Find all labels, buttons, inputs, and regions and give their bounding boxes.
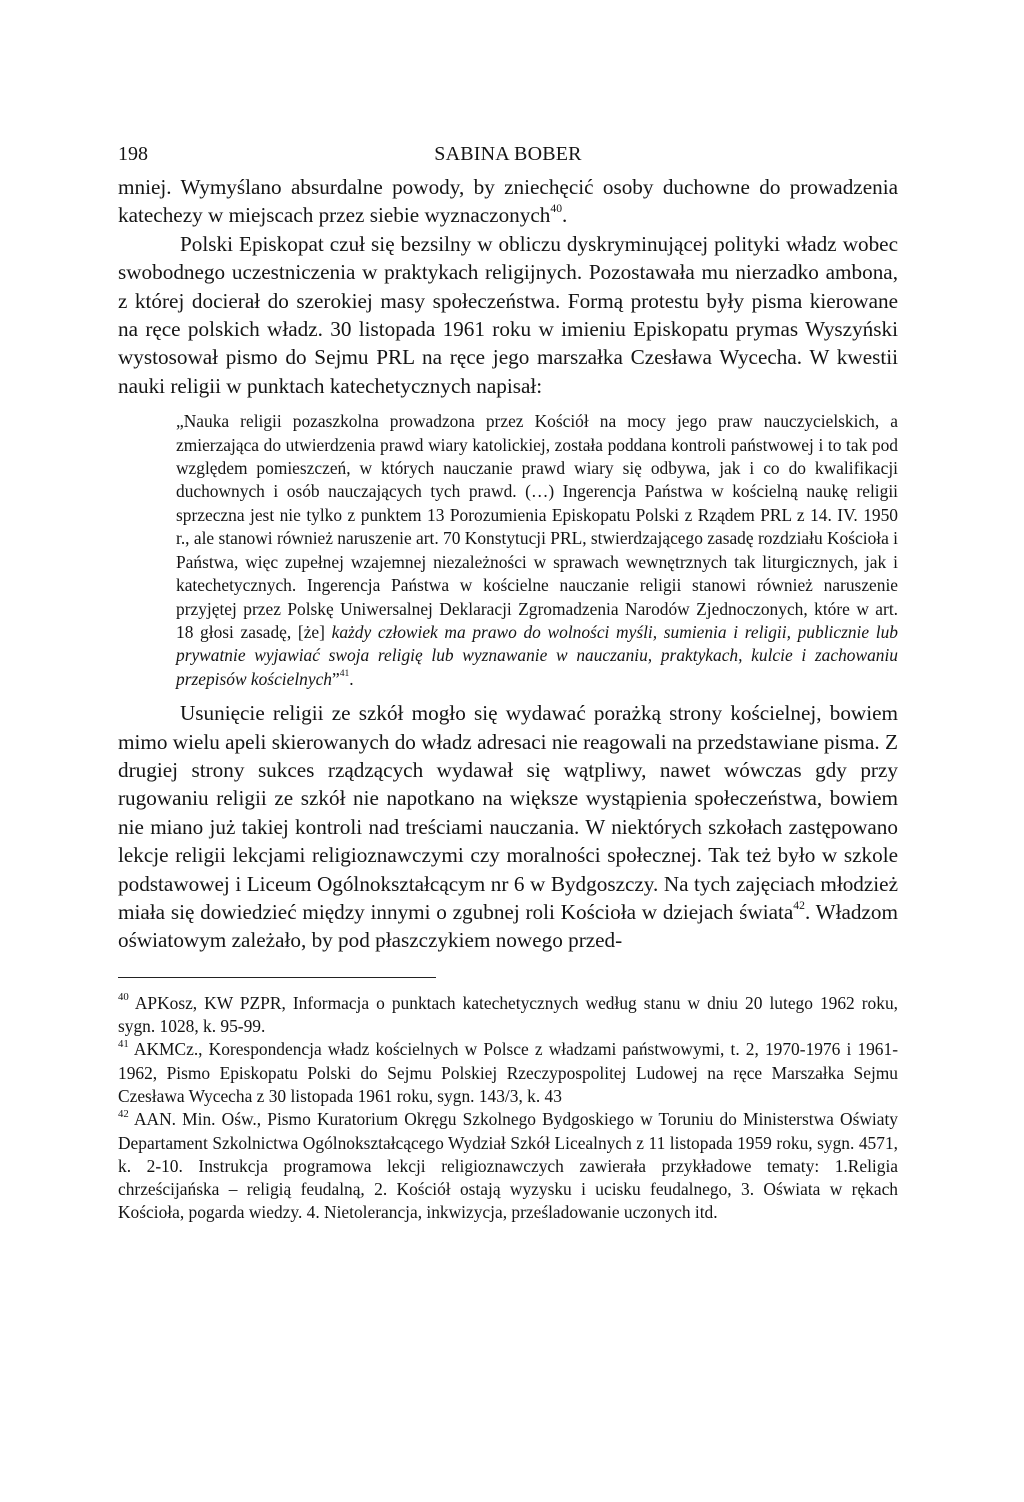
- footnote-42: [118, 1108, 898, 1224]
- footnote-text: AKMCz., Korespondencja władz kościelnych w Polsce z władzami państwowymi, t. 2, 1970-1976 i 1961-1962, Pismo Episkopatu Polski do Sejmu Polskiej Rzeczypospolitej Ludowej na ręce Marszałka Sejmu Czesława Wycecha z 30 listopada 1961 roku, sygn. 143/3, k. 43: [118, 1039, 898, 1106]
- footnote-ref-41: 41: [339, 668, 350, 680]
- footnote-41: [118, 1038, 898, 1108]
- paragraph-1-text: mniej. Wymyślano absurdalne powody, by zniechęcić osoby duchowne do prowadzenia katechezy w miejscach przez siebie wyznaczonych: [118, 175, 898, 228]
- footnote-number: 42: [118, 1107, 129, 1120]
- page-header: [118, 143, 898, 173]
- paragraph-3: [118, 699, 898, 955]
- footnote-text: AAN. Min. Ośw., Pismo Kuratorium Okręgu Szkolnego Bydgoskiego w Toruniu do Ministerstwa Oświaty Departament Szkolnictwa Ogólnokształcącego Wydział Szkół Licealnych z 11 listopada 1959 roku, sygn. 4571, k. 2-10. Instrukcja programowa lekcji religioznawczych zawierała przykładowe tematy: 1.Religia chrześcijańska – religią feudalną, 2. Kościół ostają wyzysku i ucisku feudalnego, 3. Oświata w rękach Kościoła, pogarda wiedzy. 4. Nietolerancja, inkwizycja, prześladowanie uczonych itd.: [118, 1109, 898, 1223]
- quote-close-mark: ”: [332, 668, 340, 689]
- footnotes-section: [118, 977, 898, 1225]
- running-head: SABINA BOBER: [434, 143, 582, 165]
- paragraph-2: Polski Episkopat czuł się bezsilny w obliczu dyskryminującej polityki władz wobec swobodnego uczestniczenia w praktykach religijnych. Pozostawała mu nierzadko ambona, z której docierał do szerokiej masy społeczeństwa. Formą protestu były pisma kierowane na ręce polskich władz. 30 listopada 1961 roku w imieniu Episkopatu prymas Wyszyński wystosował pismo do Sejmu PRL na ręce jego marszałka Czesława Wycecha. W kwestii nauki religii w punktach katechetycznych napisał:: [118, 231, 898, 398]
- footnote-40: [118, 992, 898, 1039]
- paragraph-3-end: . Władzom oświatowym zależało, by pod płaszczykiem nowego przed-: [118, 899, 898, 953]
- paragraph-1-end: .: [562, 203, 568, 228]
- quote-italic-text: każdy człowiek ma prawo do wolności myśli, sumienia i religii, publicznie lub prywatnie wyjawiać swoja religię lub wyznawanie w nauczaniu, praktykach, kulcie i zachowaniu przepisów kościelnych: [176, 621, 898, 689]
- page-number: 198: [118, 143, 148, 165]
- quote-text: „Nauka religii pozaszkolna prowadzona przez Kościół na mocy jego praw nauczycielskich, a zmierzająca do utwierdzenia prawd wiary katolickiej, została poddana kontroli państwowej i to tak pod względem pomieszczeń, w których nauczanie prawd wiary się odbywa, jak i co do kwalifikacji duchownych i osób nauczających tych prawd. (…) Ingerencja Państwa w kościelną naukę religii sprzeczna jest nie tylko z punktem 13 Porozumienia Episkopatu Polski z Rządem PRL z 14. IV. 1950 r., ale stanowi również naruszenie art. 70 Konstytucji PRL, stwierdzającego zasadę rozdziału Kościoła i Państwa, więc zupełnej wzajemnej niezależności w sprawach wewnętrznych tak liturgicznych, jak i katechetycznych. Ingerencja Państwa w kościelne nauczanie religii stanowi również naruszenie przyjętej przez Polskę Uniwersalnej Deklaracji Zgromadzenia Narodów Zjednoczonych, które w art. 18 głosi zasadę, [że]: [176, 411, 898, 642]
- footnote-number: 41: [118, 1037, 129, 1050]
- paragraph-3-text: Usunięcie religii ze szkół mogło się wydawać porażką strony kościelnej, bowiem mimo wielu apeli skierowanych do władz adresaci nie reagowali na przedstawiane pisma. Z drugiej strony sukces rządzących wydawał się wątpliwy, nawet wówczas gdy przy rugowaniu religii ze szkół nie napotkano na większe wystąpienia społeczeństwa, bowiem nie miano już takiej kontroli nad treściami nauczania. W niektórych szkołach zastępowano lekcje religii lekcjami religioznawczymi czy moralności społecznej. Tak też było w szkole podstawowej i Liceum Ogólnokształcącym nr 6 w Bydgoszczy. Na tych zajęciach młodzież miała się dowiedzieć między innymi o zgubnej roli Kościoła w dziejach świata: [118, 701, 898, 924]
- quote-end: .: [349, 668, 354, 689]
- block-quote: [176, 410, 898, 691]
- footnote-ref-42: 42: [793, 898, 805, 912]
- footnote-number: 40: [118, 991, 129, 1004]
- footnote-ref-40: 40: [550, 202, 563, 216]
- paragraph-1: [118, 173, 898, 230]
- document-page: [118, 143, 898, 1225]
- footnote-text: APKosz, KW PZPR, Informacja o punktach katechetycznych według stanu w dniu 20 lutego 1962 roku, sygn. 1028, k. 95-99.: [118, 992, 898, 1037]
- footnote-divider: [118, 977, 436, 978]
- body-text: [118, 173, 898, 955]
